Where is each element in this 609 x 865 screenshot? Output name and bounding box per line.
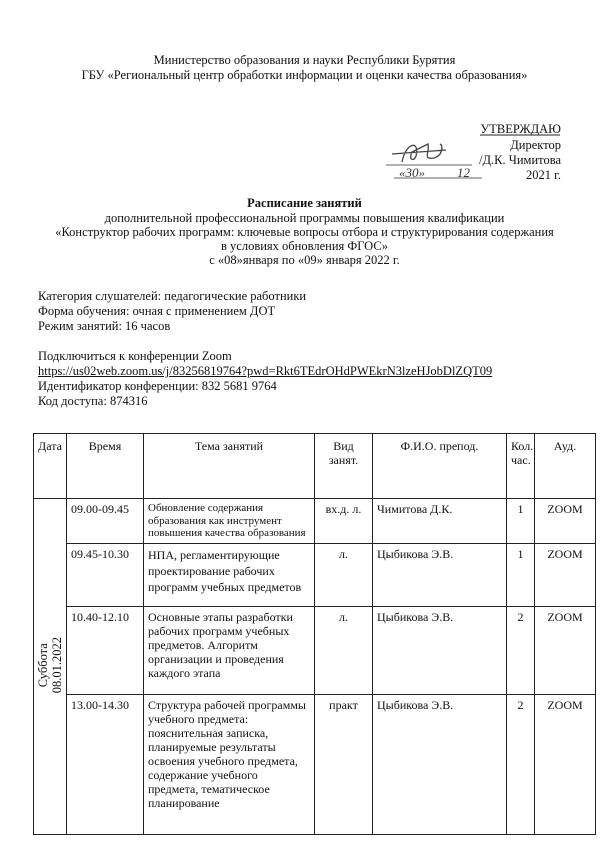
zoom-link-text[interactable]: https://us02web.zoom.us/j/83256819764?pwd=Rkt6TEdrOHdPWEkrN3lzeHJobDlZQT09 [38, 364, 493, 378]
header-topic: Тема занятий [144, 434, 315, 499]
study-mode: Режим занятий: 16 часов [38, 319, 171, 333]
approval-month: 12 [457, 165, 470, 180]
row-room: ZOOM [535, 543, 596, 606]
row-hours: 1 [507, 499, 535, 544]
row-teacher: Цыбикова Э.В. [373, 543, 507, 606]
access-code: Код доступа: 874316 [38, 394, 148, 408]
zoom-link[interactable] [38, 364, 492, 379]
approval-position: Директор [510, 138, 561, 152]
table-row [34, 694, 596, 834]
row-teacher: Чимитова Д.К. [373, 499, 507, 544]
approval-year: 2021 г. [526, 168, 561, 182]
row-room: ZOOM [535, 499, 596, 544]
row-hours: 1 [507, 543, 535, 606]
row-hours: 2 [507, 606, 535, 694]
header-type: Вид занят. [315, 434, 373, 499]
approval-name: /Д.К. Чимитова [479, 153, 561, 167]
row-teacher: Цыбикова Э.В. [373, 694, 507, 834]
row-time: 09.00-09.45 [67, 499, 144, 544]
program-name-line1: «Конструктор рабочих программ: ключевые вопросы отбора и структурирования содержания [55, 225, 554, 239]
row-topic: НПА, регламентирующие проектирование рабочих программ учебных предметов [144, 543, 315, 606]
row-type: л. [315, 543, 373, 606]
day-cell [34, 499, 67, 835]
row-type: практ [315, 694, 373, 834]
header-room: Ауд. [535, 434, 596, 499]
row-topic: Структура рабочей программы учебного предмета: пояснительная записка, планируемые результаты освоения учебного предмета, содержание учебного предмета, тематическое планирование [144, 694, 315, 834]
header-date: Дата [34, 434, 67, 499]
ministry-name: Министерство образования и науки Республики Бурятия [153, 53, 456, 67]
header-hours: Кол. час. [507, 434, 535, 499]
row-room: ZOOM [535, 606, 596, 694]
row-type: л. [315, 606, 373, 694]
approval-day: «30» [399, 165, 425, 180]
header-teacher: Ф.И.О. препод. [373, 434, 507, 499]
table-header-row [34, 434, 596, 499]
table-row [34, 543, 596, 606]
row-teacher: Цыбикова Э.В. [373, 606, 507, 694]
row-time: 09.45-10.30 [67, 543, 144, 606]
listener-category: Категория слушателей: педагогические работники [38, 289, 307, 303]
day-date: 08.01.2022 [50, 636, 64, 693]
day-weekday: Суббота [36, 642, 50, 687]
row-room: ZOOM [535, 694, 596, 834]
table-row [34, 499, 596, 544]
study-form: Форма обучения: очная с применением ДОТ [38, 304, 276, 318]
conference-id: Идентификатор конференции: 832 5681 9764 [38, 379, 277, 393]
row-time: 13.00-14.30 [67, 694, 144, 834]
row-time: 10.40-12.10 [67, 606, 144, 694]
row-hours: 2 [507, 694, 535, 834]
schedule-table [33, 433, 596, 835]
row-topic: Основные этапы разработки рабочих программ учебных предметов. Алгоритм организации и проведения каждого этапа [144, 606, 315, 694]
schedule-title: Расписание занятий [247, 196, 362, 210]
program-name-line2: в условиях обновления ФГОС» [221, 239, 388, 253]
organization-name: ГБУ «Региональный центр обработки информации и оценки качества образования» [81, 68, 528, 82]
program-type: дополнительной профессиональной программы повышения квалификации [104, 211, 505, 225]
row-type: вх.д. л. [315, 499, 373, 544]
approval-label: УТВЕРЖДАЮ [480, 122, 561, 136]
signature [372, 132, 572, 182]
row-topic: Обновление содержания образования как инструмент повышения качества образования [144, 499, 315, 544]
schedule-dates: с «08»января по «09» января 2022 г. [209, 253, 400, 267]
header-time: Время [67, 434, 144, 499]
day-label [36, 637, 64, 693]
table-row [34, 606, 596, 694]
zoom-intro: Подключиться к конференции Zoom [38, 349, 232, 363]
